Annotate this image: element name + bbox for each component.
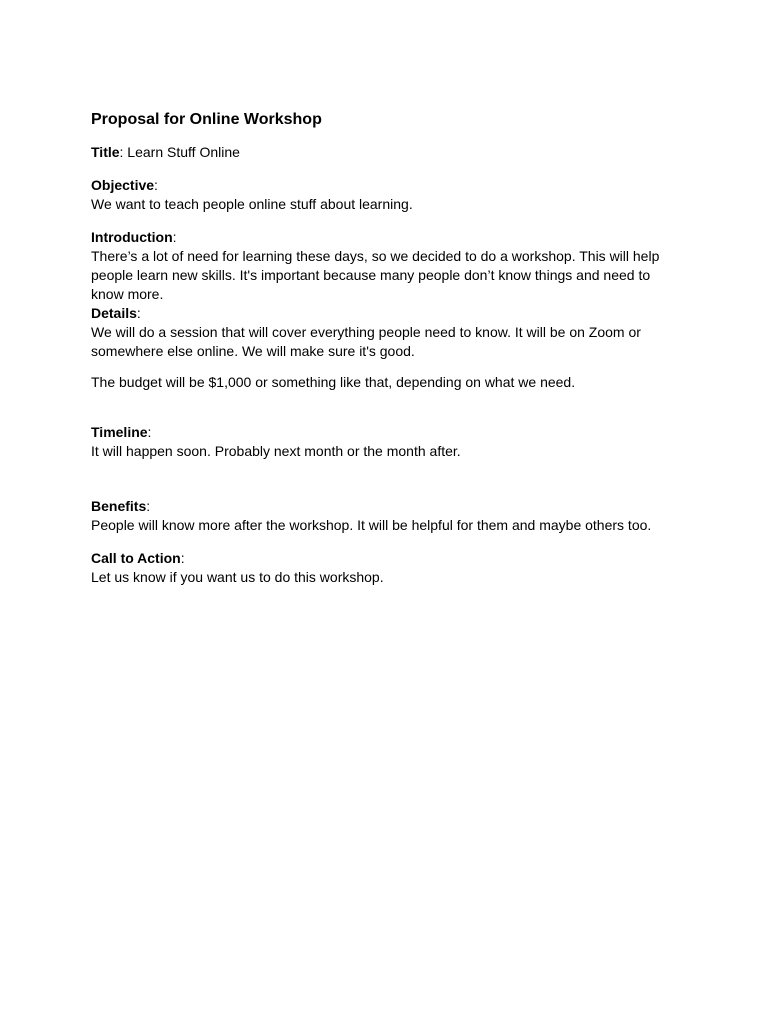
spacer	[91, 162, 671, 176]
section-separator: :	[172, 229, 177, 245]
document-title: Proposal for Online Workshop	[91, 111, 322, 128]
spacer	[91, 392, 671, 423]
spacer	[91, 461, 671, 497]
title-field-label: Title	[91, 144, 120, 160]
section-label-introduction: Introduction	[91, 229, 173, 245]
section-separator: :	[136, 305, 141, 321]
spacer	[91, 535, 671, 549]
section-label-call-to-action: Call to Action	[91, 550, 181, 566]
section-heading-timeline	[91, 423, 671, 442]
details-paragraph: We will do a session that will cover everything people need to know. It will be on Zoom or somewhere else online. We will make sure it's good.	[91, 324, 641, 359]
introduction-paragraph: There’s a lot of need for learning these days, so we decided to do a workshop. This will help people learn new skills. It's important because many people don’t know things and need to know more.	[91, 248, 660, 302]
section-separator: :	[147, 424, 152, 440]
section-label-details: Details	[91, 305, 137, 321]
section-label-timeline: Timeline	[91, 424, 148, 440]
section-separator: :	[146, 498, 151, 514]
section-label-benefits: Benefits	[91, 498, 147, 514]
section-heading-introduction	[91, 228, 671, 247]
document-body	[91, 110, 671, 587]
section-heading-benefits	[91, 497, 671, 516]
section-heading-objective	[91, 176, 671, 195]
title-field	[91, 143, 671, 162]
section-separator: :	[154, 177, 158, 193]
call-to-action-paragraph: Let us know if you want us to do this workshop.	[91, 569, 384, 585]
title-field-separator: :	[119, 144, 124, 160]
section-label-objective: Objective	[91, 177, 155, 193]
section-heading-call-to-action	[91, 549, 671, 568]
section-heading-details	[91, 304, 671, 323]
spacer	[91, 361, 671, 373]
objective-paragraph: We want to teach people online stuff about learning.	[91, 196, 413, 212]
section-separator: :	[180, 550, 185, 566]
benefits-paragraph: People will know more after the workshop. It will be helpful for them and maybe others too.	[91, 517, 652, 533]
title-field-value: Learn Stuff Online	[123, 144, 240, 160]
timeline-paragraph: It will happen soon. Probably next month or the month after.	[91, 443, 461, 459]
budget-paragraph: The budget will be $1,000 or something like that, depending on what we need.	[91, 374, 576, 390]
spacer	[91, 214, 671, 228]
